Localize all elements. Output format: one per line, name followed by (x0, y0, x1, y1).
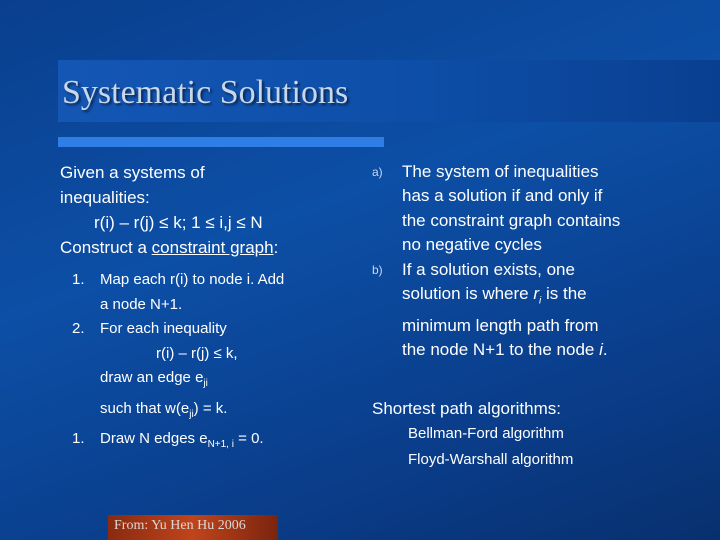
left-column (60, 160, 370, 458)
intro-line-1: Given a systems of (60, 163, 205, 182)
item-line: The system of inequalities (402, 162, 599, 181)
item-line (402, 338, 712, 362)
item-text: solution is where (402, 284, 534, 304)
step-number: 1. (72, 430, 85, 447)
slide-title: Systematic Solutions (62, 74, 349, 111)
item-text-end: is the (541, 284, 587, 304)
item-marker: a) (372, 165, 383, 179)
item-text-end: . (602, 340, 608, 360)
step-item (60, 268, 370, 293)
var-i-subscript: i (539, 295, 542, 307)
step-number: 1. (72, 271, 85, 288)
item-line: If a solution exists, one (402, 259, 575, 279)
right-column (372, 160, 712, 473)
step-item (60, 427, 370, 458)
weight-subscript: ji (189, 408, 194, 420)
item-line (402, 282, 712, 314)
item-line: no negative cycles (402, 235, 542, 255)
step-item (60, 317, 370, 342)
construct-prefix: Construct a (60, 238, 152, 257)
algorithm-item: Floyd-Warshall algorithm (408, 451, 574, 469)
inequality-formula: r(i) – r(j) ≤ k; 1 ≤ i,j ≤ N (94, 213, 263, 232)
step-continuation: a node N+1. (100, 295, 183, 313)
title-underline (58, 137, 384, 147)
step-text-end: = 0. (233, 430, 264, 447)
step-continuation (60, 366, 370, 397)
step-continuation (60, 397, 370, 428)
steps-list (60, 268, 370, 458)
constraint-graph-term: constraint graph (151, 238, 274, 257)
list-item-a (372, 160, 712, 258)
weight-text-end: ) = k. (193, 399, 228, 417)
edge-text: draw an edge e (100, 369, 204, 386)
item-line: the constraint graph contains (402, 210, 621, 230)
list-item-b (372, 258, 712, 363)
construct-line (60, 235, 370, 260)
step-text: For each inequality (100, 320, 227, 337)
step-inequality: r(i) – r(j) ≤ k, (156, 344, 238, 362)
edges-subscript: N+1, i (207, 439, 234, 450)
step-text: Draw N edges e (100, 430, 208, 447)
construct-suffix: : (273, 238, 279, 257)
step-number: 2. (72, 320, 85, 337)
shortest-path-heading: Shortest path algorithms: (372, 398, 561, 418)
step-text: Map each r(i) to node i. Add (100, 271, 285, 288)
footer-credit: From: Yu Hen Hu 2006 (114, 518, 246, 533)
item-line: has a solution if and only if (402, 186, 603, 206)
weight-text: such that w(e (100, 399, 190, 417)
intro-line-2: inequalities: (60, 188, 150, 207)
item-line: minimum length path from (402, 315, 599, 335)
var-i: i (599, 340, 603, 360)
item-text: the node N+1 to the node (402, 340, 600, 360)
item-marker: b) (372, 262, 383, 277)
var-r: r (533, 284, 540, 304)
algorithm-item: Bellman-Ford algorithm (408, 425, 564, 443)
edge-subscript: ji (203, 378, 208, 389)
